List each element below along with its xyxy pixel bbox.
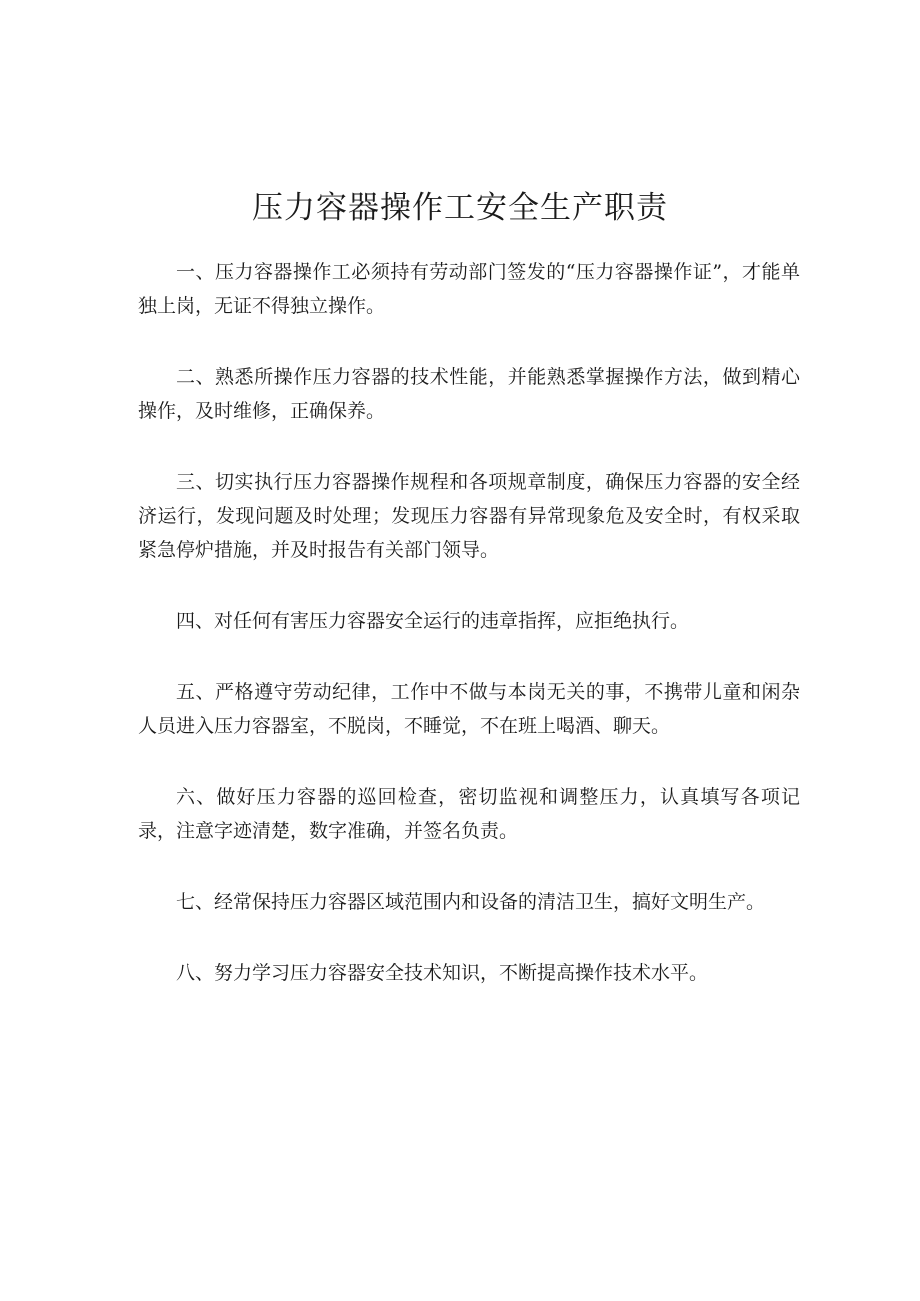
duty-item-6: 六、做好压力容器的巡回检查，密切监视和调整压力，认真填写各项记录，注意字迹清楚，数字准确，并签名负责。	[138, 786, 800, 842]
duty-list	[138, 255, 800, 1027]
duty-item-2: 二、熟悉所操作压力容器的技术性能，并能熟悉掌握操作方法，做到精心操作，及时维修，正确保养。	[138, 366, 800, 422]
duty-item-4: 四、对任何有害压力容器安全运行的违章指挥，应拒绝执行。	[176, 610, 690, 632]
duty-item-5: 五、严格遵守劳动纪律，工作中不做与本岗无关的事，不携带儿童和闲杂人员进入压力容器室，不脱岗，不睡觉，不在班上喝酒、聊天。	[138, 681, 800, 737]
duty-item-3: 三、切实执行压力容器操作规程和各项规章制度，确保压力容器的安全经济运行，发现问题及时处理；发现压力容器有异常现象危及安全时，有权采取紧急停炉措施，并及时报告有关部门领导。	[138, 471, 800, 561]
duty-item-1: 一、压力容器操作工必须持有劳动部门签发的“压力容器操作证”，才能单独上岗，无证不得独立操作。	[138, 261, 800, 317]
duty-item-7: 七、经常保持压力容器区域范围内和设备的清洁卫生，搞好文明生产。	[176, 891, 766, 913]
page-title: 压力容器操作工安全生产职责	[252, 190, 668, 226]
duty-item-8: 八、努力学习压力容器安全技术知识，不断提高操作技术水平。	[176, 962, 709, 984]
